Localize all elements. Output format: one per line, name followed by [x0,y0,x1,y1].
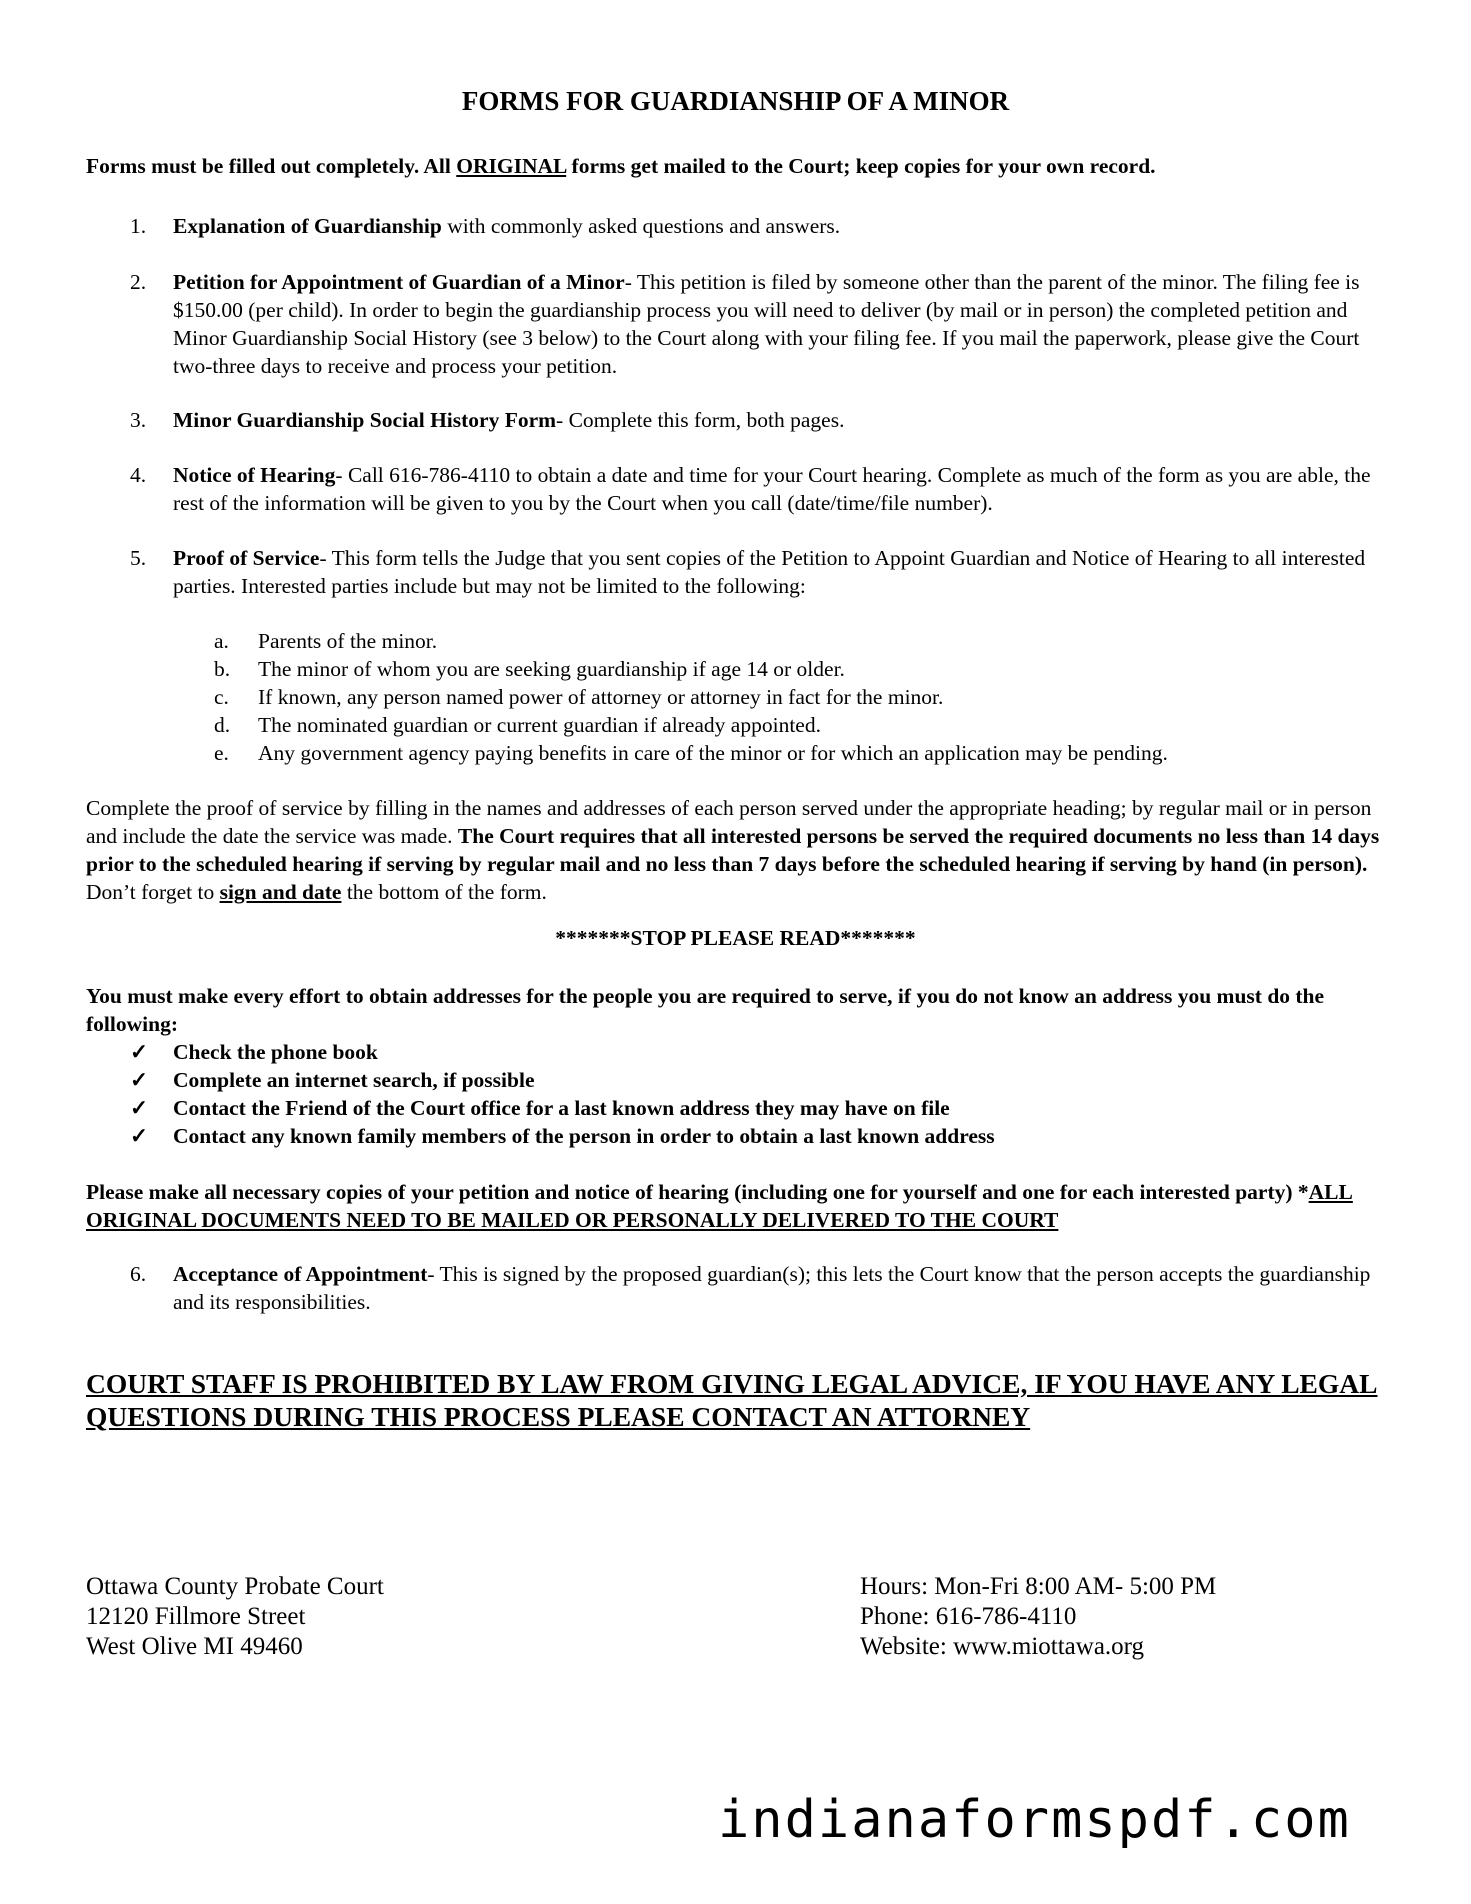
intro-text: Forms must be filled out completely. All [86,154,457,178]
list-item-2 [130,268,1390,380]
checklist-text: Contact any known family members of the person in order to obtain a last known address [173,1124,995,1148]
party-text: Any government agency paying benefits in care of the minor or for which an application may be pending. [258,741,1168,765]
court-contact [860,1572,1216,1662]
checklist-item [130,1094,1390,1122]
item-heading: Explanation of Guardianship [173,214,442,238]
address-effort-text: You must make every effort to obtain addresses for the people you are required to serve, if you do not know an address you must do the following: [86,984,1325,1036]
court-city: West Olive MI 49460 [86,1633,303,1660]
item-number: 4. [130,463,147,487]
party-letter: a. [214,629,229,653]
item-number: 5. [130,546,147,570]
item-text: - Complete this form, both pages. [556,408,845,432]
page-title: FORMS FOR GUARDIANSHIP OF A MINOR [461,86,1010,116]
party-item-d [214,711,1358,739]
party-item-c [214,683,1358,711]
item-heading: Minor Guardianship Social History Form [173,408,557,432]
item-number: 2. [130,270,147,294]
item-heading: Notice of Hearing [173,463,336,487]
item-text: - This is signed by the proposed guardian(s); this lets the Court know that the person accepts the guardianship and its responsibilities. [173,1262,1371,1314]
party-letter: c. [214,685,229,709]
copies-instructions [86,1178,1406,1234]
party-letter: e. [214,741,229,765]
proof-text-2: Don’t forget to [86,880,220,904]
intro-text-end: forms get mailed to the Court; keep copies for your own record. [566,154,1156,178]
item-text: - This petition is filed by someone other than the parent of the minor. The filing fee is $150.00 (per child). In order to begin the guardianship process you will need to deliver (by mail or in person) the completed petition and Minor Guardianship Social History (see 3 below) to the Court along with your filing fee. If you mail the paperwork, please give the Court two-three days to receive and process your petition. [173,270,1360,378]
item-text: - Call 616-786-4110 to obtain a date and time for your Court hearing. Complete as much of the form as you are able, the rest of the information will be given to you by the Court when you call (date/time/file number). [173,463,1371,515]
checklist-text: Contact the Friend of the Court office for a last known address they may have on file [173,1096,950,1120]
proof-text-3: the bottom of the form. [341,880,547,904]
court-website: Website: www.miottawa.org [860,1633,1145,1660]
party-item-b [214,655,1358,683]
item-text: - This form tells the Judge that you sent copies of the Petition to Appoint Guardian and Notice of Hearing to all interested parties. Interested parties include but may not be limited to the following: [173,546,1366,598]
court-name: Ottawa County Probate Court [86,1573,384,1600]
intro-instructions [86,152,1406,180]
originals-notice: ALL ORIGINAL DOCUMENTS NEED TO BE MAILED OR PERSONALLY DELIVERED TO THE COURT [86,1180,1353,1232]
proof-of-service-paragraph [86,794,1406,906]
court-address [86,1572,384,1662]
party-text: Parents of the minor. [258,629,438,653]
address-checklist [130,1038,1390,1150]
item-heading: Acceptance of Appointment [173,1262,428,1286]
list-item-1 [130,212,1390,240]
list-item-5 [130,544,1390,600]
court-street: 12120 Fillmore Street [86,1603,306,1630]
checkmark-icon: ✓ [130,1040,149,1064]
proof-text: Complete the proof of service by filling in the names and addresses of each person served under the appropriate heading; by regular mail or in person and include the date the service was made. [86,796,1372,848]
item-text: with commonly asked questions and answers. [441,214,841,238]
party-text: The nominated guardian or current guardian if already appointed. [258,713,821,737]
checklist-text: Check the phone book [173,1040,378,1064]
party-letter: b. [214,657,231,681]
legal-advice-warning: COURT STAFF IS PROHIBITED BY LAW FROM GIVING LEGAL ADVICE, IF YOU HAVE ANY LEGAL QUESTIONS DURING THIS PROCESS PLEASE CONTACT AN ATTORNEY [86,1368,1378,1432]
sign-and-date: sign and date [219,880,342,904]
item-number: 6. [130,1262,147,1286]
item-number: 3. [130,408,147,432]
checklist-item [130,1038,1390,1066]
stop-notice: *******STOP PLEASE READ******* [555,926,916,950]
intro-emphasis: ORIGINAL [456,154,567,178]
checklist-text: Complete an internet search, if possible [173,1068,535,1092]
party-text: The minor of whom you are seeking guardianship if age 14 or older. [258,657,845,681]
checkmark-icon: ✓ [130,1096,149,1120]
checklist-item [130,1066,1390,1094]
checklist-item [130,1122,1390,1150]
court-phone: Phone: 616-786-4110 [860,1603,1077,1630]
list-item-3 [130,406,1390,434]
party-letter: d. [214,713,231,737]
list-item-6 [130,1260,1390,1316]
checkmark-icon: ✓ [130,1124,149,1148]
party-text: If known, any person named power of attorney or attorney in fact for the minor. [258,685,944,709]
party-item-a [214,627,1358,655]
court-hours: Hours: Mon-Fri 8:00 AM- 5:00 PM [860,1573,1217,1600]
item-heading: Proof of Service [173,546,320,570]
watermark-text: indianaformspdf.com [718,1790,1351,1850]
checkmark-icon: ✓ [130,1068,149,1092]
item-heading: Petition for Appointment of Guardian of a Minor [173,270,625,294]
item-number: 1. [130,214,147,238]
party-item-e [214,739,1358,767]
list-item-4 [130,461,1390,517]
proof-requirement: The Court requires that all interested persons be served the required documents no less than 14 days prior to the scheduled hearing if serving by regular mail and no less than 7 days before the scheduled hearing if serving by hand (in person). [86,824,1380,876]
copies-text: Please make all necessary copies of your petition and notice of hearing (including one for yourself and one for each interested party) * [86,1180,1309,1204]
